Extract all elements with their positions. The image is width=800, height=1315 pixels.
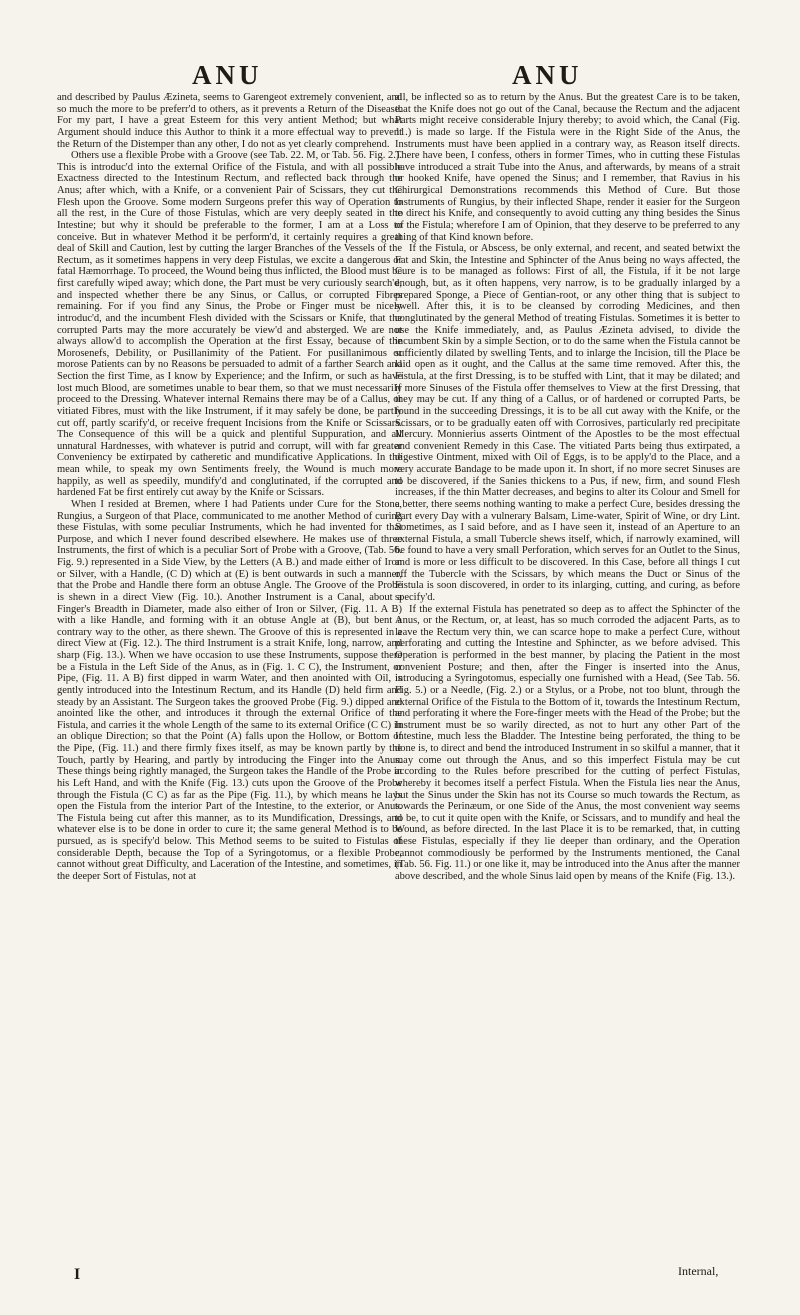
left-text-column <box>57 92 402 883</box>
paragraph: and described by Paulus Æzineta, seems to Garengeot extremely convenient, and so much the more to be preferr'd to others, as it prevents a Return of the Disease. For my part, I have a great Esteem for this very antient Method; but what Argument should induce this Author to think it a more effectual way to prevent the Return of the Distemper than any other, I do not as yet clearly comprehend. <box>57 92 402 150</box>
paragraph: If the Fistula, or Abscess, be only external, and recent, and seated betwixt the Fat and Skin, the Intestine and Sphincter of the Anus being no ways affected, the Cure is to be managed as follows: First of all, the Fistula, if it be not large enough, but, as it often happens, very narrow, is to be gradually inlarged by a prepared Sponge, a Piece of Gentian-root, or any other thing that is subject to swell. After this, it is to be cleansed by corroding Medicines, and then conglutinated by the general Method of treating Fistulas. Sometimes it is better to use the Knife immediately, and, as Paulus Æzineta advised, to divide the incumbent Skin by a simple Section, or to do the same when the Fistula cannot be sufficiently dilated by swelling Tents, and to inlarge the Incision, till the Place be laid open as it ought, and the Callus at the same time removed. After this, the Fistula, at the first Dressing, is to be stuffed with Lint, that it may be dilated; and if more Sinuses of the Fistula offer themselves to View at the first Dressing, that they may be cut. If any thing of a Callus, or of hardened or corrupted Parts, be found in the succeeding Dressings, it is to be all cut away with the Knife, or the Scissars, or to be gradually eaten off with Corrosives, particularly red precipitate Mercury. Monnierius asserts Ointment of the Apostles to be the most effectual and convenient Remedy in this Case. The vitiated Parts being thus extirpated, a digestive Ointment, mixed with Oil of Eggs, is to be apply'd to the Place, and a very accurate Bandage to be made upon it. In short, if no more secret Sinuses are to be discovered, if the Sanies thickens to a Pus, if new, firm, and sound Flesh increases, if the thin Matter decreases, and begins to alter its Colour and Smell for a better, there seems nothing wanting to make a perfect Cure, besides dressing the Part every Day with a vulnerary Balsam, Lime-water, Spirit of Wine, or dry Lint. Sometimes, as I said before, and as I have seen it, instead of an Aperture to an external Fistula, a small Tubercle shews itself, which, if narrowly examined, will be found to have a very small Perforation, which serves for an Outlet to the Sinus, and is more or less difficult to be discovered. In this Case, before all things I cut off the Tubercle with the Scissars, by which means the Duct or Sinus of the Fistula is soon discovered, in order to its inlarging, cutting, and curing, as before specify'd. <box>395 243 740 603</box>
catchword: Internal, <box>678 1264 719 1278</box>
paragraph: all, be inflected so as to return by the Anus. But the greatest Care is to be taken, that the Knife does not go out of the Canal, because the Rectum and the adjacent Parts might receive considerable Injury thereby; to avoid which, the Canal (Fig. 11.) is made so large. If the Fistula were in the Right Side of the Anus, the Instruments must have been applied in a contrary way, as Reason itself directs. There have been, I confess, others in former Times, who in cutting these Fistulas have introduced a strait Tube into the Anus, and afterwards, by means of a strait or hooked Knife, have opened the Sinus; and I remember, that Ravius in his Chirurgical Demonstrations recommends this Method of Cure. But those Instruments of Rungius, by their inflected Shape, render it easier for the Surgeon to direct his Knife, and consequently to avoid cutting any thing besides the Sinus of the Fistula; wherefore I am of Opinion, that they deserve to be preferred to any thing of that Kind known before. <box>395 92 740 243</box>
signature-mark: I <box>74 1266 81 1283</box>
right-text-column <box>395 92 740 883</box>
left-headword: ANU <box>192 60 263 90</box>
paragraph: Others use a flexible Probe with a Groove (see Tab. 22. M, or Tab. 56. Fig. 2.). This is introduc'd into the external Orifice of the Fistula, and with all possible Exactness directed to the Intestinum Rectum, and reflected back through the Anus; after which, with a Knife, or a convenient Pair of Scissars, they cut the Flesh upon the Groove. Some modern Surgeons prefer this way of Operation to all the rest, in the Cure of those Fistulas, which are very deeply seated in the Intestine; but why it should be preferable to the former, I am at a Loss to conceive. But in whatever Method it be perform'd, it certainly requires a great deal of Skill and Caution, lest by cutting the larger Branches of the Vessels of the Rectum, as it sometimes happens in very deep Fistulas, we excite a dangerous or fatal Hæmorrhage. To proceed, the Wound being thus inflicted, the Blood must be first carefully wiped away; which done, the Part must be very curiously search'd, and inspected whether there be any Sinus, or Callus, or corrupted Fibres remaining. For if you find any Sinus, the Probe or Finger must be nicely introduc'd, and the incumbent Flesh divided with the Scissars or Knife, that the corrupted Parts may the more accurately be view'd and absterged. We are not always allow'd to accomplish the Operation at the first Essay, because of the Morosenefs, Debility, or Pusillanimity of the Patient. For pusillanimous or morose Patients can by no Reasons be persuaded to admit of a farther Search and Section the first Time, as I know by Experience; and the Infirm, or such as have lost much Blood, are sometimes unable to bear them, so that we must necessarily proceed to the Dressing. Whatever internal Remains there may be of a Callus, or vitiated Fibres, must with the like Instrument, if it may safely be done, be partly cut off, partly scarify'd, or receive frequent Incisions from the Knife or Scissars. The Consequence of this will be a quick and plentiful Suppuration, and all unnatural Hardnesses, with whatever is putrid and corrupt, will with far greater Conveniency be extirpated by catheretic and mundificative Applications. In the mean while, to speak my own Sentiments freely, the Wound is much more happily, as well as speedily, mundify'd and conglutinated, if the corrupted and hardened Fat be first entirely cut away by the Knife or Scissars. <box>57 150 402 499</box>
running-head <box>0 60 800 90</box>
right-headword: ANU <box>512 60 583 90</box>
paragraph: If the external Fistula has penetrated so deep as to affect the Sphincter of the Anus, or the Rectum, or, at least, has so much corroded the adjacent Parts, as to leave the Rectum very thin, we can scarce hope to make a perfect Cure, without perforating and cutting the Intestine and Sphincter, as we before advised. This Operation is performed in the best manner, by placing the Patient in the most convenient Posture; and then, after the Finger is inserted into the Anus, introducing a Syringotomus, especially one furnished with a Head, (See Tab. 56. Fig. 5.) or a Needle, (Fig. 2.) or a Stylus, or a Probe, not too blunt, through the external Orifice of the Fistula to the Bottom of it, towards the Intestinum Rectum, and perforating it where the Fore-finger meets with the Head of the Probe; but the Instrument must be so warily directed, as not to hurt any other Part of the Intestine, much less the Bladder. The Intestine being perforated, the thing to be done is, to direct and bend the introduced Instrument in so skilful a manner, that it may come out through the Anus, and so this imperfect Fistula may be cut according to the Rules before prescribed for the cutting of perfect Fistulas, whereby it becomes itself a perfect Fistula. When the Fistula lies near the Anus, but the Sinus under the Skin has not its Course so much towards the Rectum, as towards the Perinæum, or one Side of the Anus, the most convenient way seems to be, to cut it quite open with the Knife, or Scissars, and to mundify and heal the Wound, as before directed. In the last Place it is to be remarked, that, in cutting these Fistulas, especially if they lie deeper than ordinary, and the Operation cannot commodiously be performed by the Instruments mentioned, the Canal (Tab. 56. Fig. 11.) or one like it, may be introduced into the Anus after the manner above described, and the whole Sinus laid open by means of the Knife (Fig. 13.). <box>395 603 740 882</box>
paragraph: When I resided at Bremen, where I had Patients under Cure for the Stone, Rungius, a Surgeon of that Place, communicated to me another Method of curing these Fistulas, with some peculiar Instruments, which he had invented for that Purpose, and which I never found described elsewhere. He makes use of three Instruments, the first of which is a peculiar Sort of Probe with a Groove, (Tab. 56. Fig. 9.) represented in a Side View, by the Letters (A B.) and made either of Iron or Silver, with a Handle, (C D) which at (E) is bent outwards in such a manner, that the Probe and Handle there form an obtuse Angle. The Groove of the Probe is shewn in a direct View (Fig. 10.). Another Instrument is a Canal, about a Finger's Breadth in Diameter, made also either of Iron or Silver, (Fig. 11. A B) with a like Handle, and forming with it an obtuse Angle at (B), but bent a contrary way to the other, as there shewn. The Groove of this is represented in a direct View at (Fig. 12.). The third Instrument is a strait Knife, long, narrow, and sharp (Fig. 13.). When we have occasion to use these Instruments, suppose there be a Fistula in the Left Side of the Anus, as in (Fig. 1. C C), the Instrument, or Pipe, (Fig. 11. A B) first dipped in warm Water, and then anointed with Oil, is gently introduced into the Intestinum Rectum, and its Handle (D) held firm and steady by an Assistant. The Surgeon takes the grooved Probe (Fig. 9.) dipped and anointed like the other, and introduces it through the external Orifice of the Fistula, and carries it the whole Length of the same to its external Orifice (C C) in an oblique Direction; so that the Point (A) falls upon the Hollow, or Bottom of the Pipe, (Fig. 11.) and there firmly fixes itself, as may be known partly by the Touch, partly by Hearing, and partly by introducing the Finger into the Anus. These things being rightly managed, the Surgeon takes the Handle of the Probe in his Left Hand, and with the Knife (Fig. 13.) cuts upon the Groove of the Probe through the Fistula (C C) as far as the Pipe (Fig. 11.), by which means he lays open the Fistula from the interior Part of the Intestine, to the exterior, or Anus. The Fistula being cut after this manner, as to its Mundification, Dressings, and whatever else is to be done in order to cure it; the same general Method is to be pursued, as is specify'd below. This Method seems to be suited to Fistulas of considerable Depth, because the Top of a Syringotomus, or a flexible Probe, cannot without great Difficulty, and Laceration of the Intestine, and sometimes, in the deeper Sort of Fistulas, not at <box>57 498 402 882</box>
